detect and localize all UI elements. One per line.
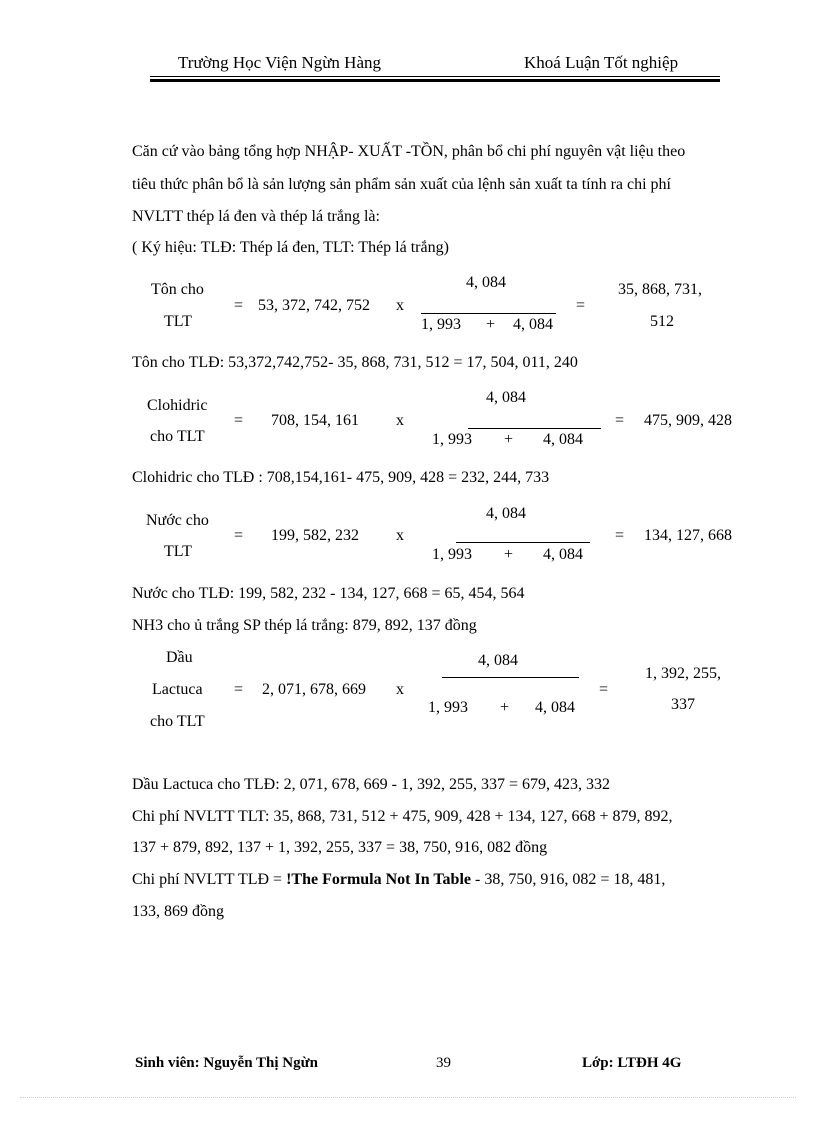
eq2-label-2: cho TLT — [150, 428, 205, 445]
eq2-fraction-bar — [468, 428, 601, 429]
eq3-fraction-bar — [456, 542, 590, 543]
eq3-label-1: Nước cho — [146, 512, 209, 529]
header-rule-thick — [150, 79, 720, 82]
eq1-result-1: 35, 868, 731, — [618, 281, 702, 298]
formula-error: !The Formula Not In Table — [286, 871, 471, 888]
eq3-plus: + — [504, 546, 514, 563]
eq4-result-2: 337 — [671, 696, 695, 713]
eq1-result-2: 512 — [650, 313, 674, 330]
eq1-equals-2: = — [576, 297, 586, 314]
line-cost-tld — [132, 871, 665, 889]
eq2-equals: = — [234, 412, 244, 429]
eq3-den-a: 1, 993 — [432, 546, 472, 563]
eq4-den-b: 4, 084 — [535, 699, 575, 716]
eq2-plus: + — [504, 431, 514, 448]
eq1-den-b: 4, 084 — [513, 316, 553, 333]
eq1-numerator: 4, 084 — [466, 274, 506, 291]
eq4-label-3: cho TLT — [150, 713, 205, 730]
eq4-equals-2: = — [599, 681, 609, 698]
line-clohidric-tld: Clohidric cho TLĐ : 708,154,161- 475, 909, 428 = 232, 244, 733 — [132, 469, 550, 486]
eq1-den-a: 1, 993 — [421, 316, 461, 333]
line-nuoc-tld: Nước cho TLĐ: 199, 582, 232 - 134, 127, 668 = 65, 454, 564 — [132, 585, 525, 602]
eq4-value: 2, 071, 678, 669 — [262, 681, 366, 698]
eq3-times: x — [396, 527, 404, 544]
eq2-times: x — [396, 412, 404, 429]
line-ton-tld: Tôn cho TLĐ: 53,372,742,752- 35, 868, 731, 512 = 17, 504, 011, 240 — [132, 354, 578, 371]
cost-tld-prefix: Chi phí NVLTT TLĐ = — [132, 871, 287, 888]
line-cost-tld-2: 133, 869 đồng — [132, 903, 224, 920]
intro-line-1: Căn cứ vào bảng tổng hợp NHẬP- XUẤT -TỒN, phân bổ chi phí nguyên vật liệu theo — [132, 143, 686, 160]
eq4-plus: + — [500, 699, 510, 716]
eq3-den-b: 4, 084 — [543, 546, 583, 563]
header-title: Khoá Luận Tốt nghiệp — [524, 53, 679, 72]
eq2-label-1: Clohidric — [147, 397, 208, 414]
eq2-den-b: 4, 084 — [543, 431, 583, 448]
eq4-den-a: 1, 993 — [428, 699, 468, 716]
eq4-result-1: 1, 392, 255, — [645, 665, 721, 682]
eq4-label-2: Lactuca — [152, 681, 203, 698]
eq3-equals-2: = — [615, 527, 625, 544]
eq3-value: 199, 582, 232 — [271, 527, 359, 544]
eq3-equals: = — [234, 527, 244, 544]
eq2-equals-2: = — [615, 412, 625, 429]
eq4-equals: = — [234, 681, 244, 698]
intro-line-4: ( Ký hiệu: TLĐ: Thép lá đen, TLT: Thép lá trắng) — [132, 239, 449, 256]
eq4-times: x — [396, 681, 404, 698]
footer-class: Lớp: LTĐH 4G — [582, 1055, 682, 1071]
eq4-fraction-bar — [442, 677, 579, 678]
header-school: Trường Học Viện Ngừn Hàng — [178, 53, 382, 72]
eq3-numerator: 4, 084 — [486, 505, 526, 522]
line-nh3: NH3 cho ủ trắng SP thép lá trắng: 879, 892, 137 đồng — [132, 617, 477, 634]
page-bottom-border — [20, 1097, 796, 1098]
eq2-den-a: 1, 993 — [432, 431, 472, 448]
line-dau-tld: Dầu Lactuca cho TLĐ: 2, 071, 678, 669 - 1, 392, 255, 337 = 679, 423, 332 — [132, 776, 610, 793]
eq2-value: 708, 154, 161 — [271, 412, 359, 429]
intro-line-2: tiêu thức phân bổ là sản lượng sản phẩm sản xuất của lệnh sản xuất ta tính ra chi phí — [132, 176, 671, 193]
eq2-numerator: 4, 084 — [486, 389, 526, 406]
cost-tld-suffix: - 38, 750, 916, 082 = 18, 481, — [471, 871, 666, 888]
line-cost-tlt-2: 137 + 879, 892, 137 + 1, 392, 255, 337 = 38, 750, 916, 082 đồng — [132, 839, 548, 856]
eq1-equals: = — [234, 297, 244, 314]
eq1-plus: + — [486, 316, 496, 333]
intro-line-3: NVLTT thép lá đen và thép lá trắng là: — [132, 208, 380, 225]
footer-student: Sinh viên: Nguyễn Thị Ngừn — [135, 1055, 318, 1071]
eq1-label-1: Tôn cho — [151, 281, 204, 298]
eq2-result: 475, 909, 428 — [644, 412, 732, 429]
eq1-fraction-bar — [421, 313, 556, 314]
header-rule — [150, 76, 720, 77]
eq1-times: x — [396, 297, 404, 314]
eq1-value: 53, 372, 742, 752 — [258, 297, 370, 314]
eq3-label-2: TLT — [164, 543, 192, 560]
eq1-label-2: TLT — [164, 313, 192, 330]
line-cost-tlt-1: Chi phí NVLTT TLT: 35, 868, 731, 512 + 475, 909, 428 + 134, 127, 668 + 879, 892, — [132, 808, 673, 825]
eq4-numerator: 4, 084 — [478, 652, 518, 669]
eq3-result: 134, 127, 668 — [644, 527, 732, 544]
page-number: 39 — [436, 1055, 451, 1071]
eq4-label-1: Dầu — [166, 649, 193, 666]
